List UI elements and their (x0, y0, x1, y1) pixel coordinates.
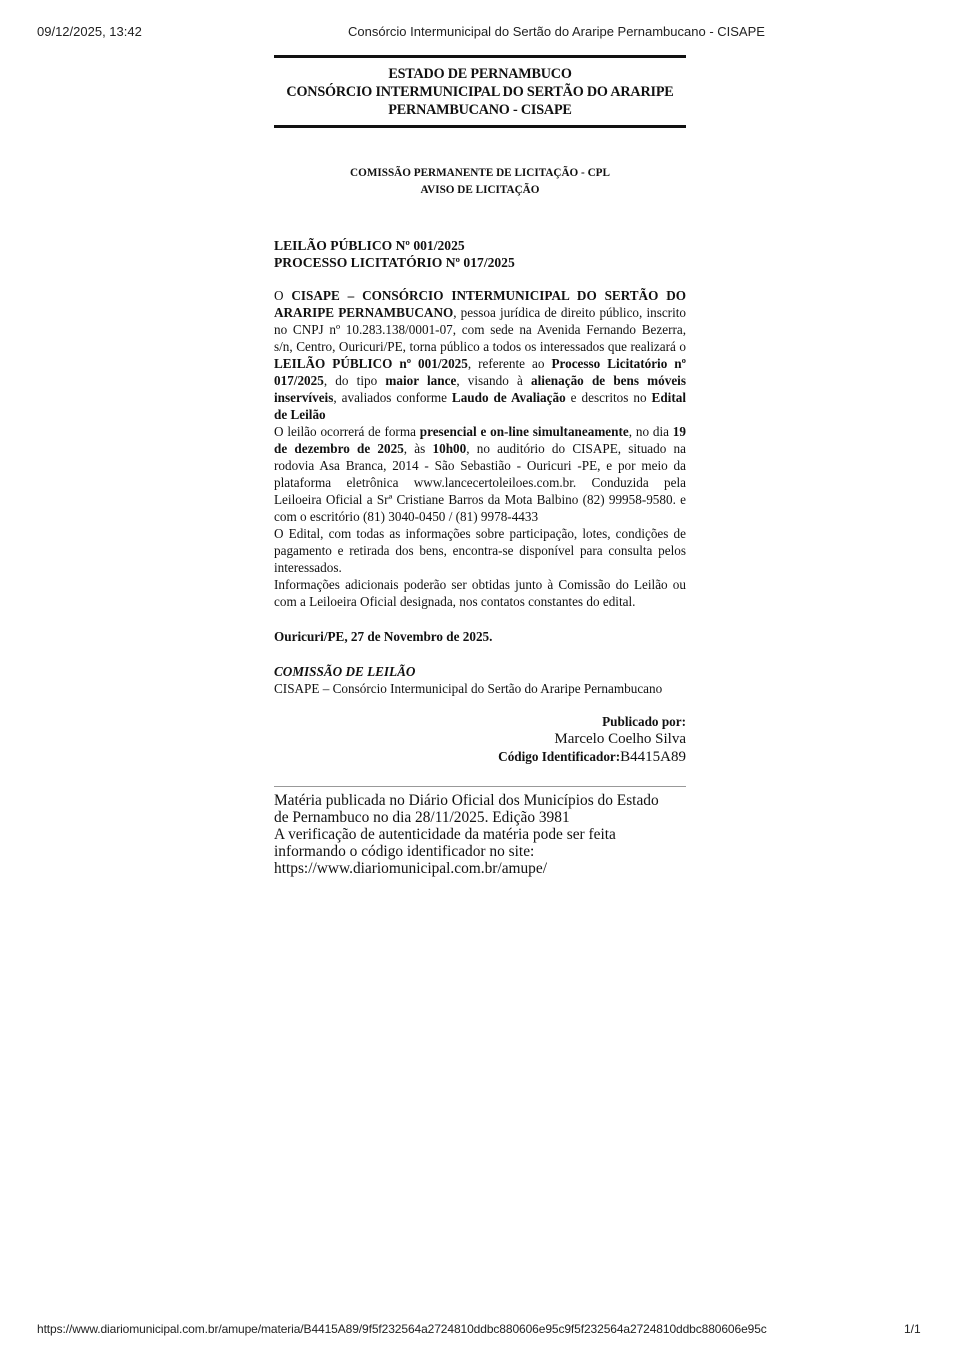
masthead-bottom-rule (274, 125, 686, 128)
masthead-consortium: CONSÓRCIO INTERMUNICIPAL DO SERTÃO DO ARARIPE (286, 84, 674, 100)
signature-block (274, 663, 686, 697)
notice-titles (274, 237, 686, 271)
auction-number: LEILÃO PÚBLICO Nº 001/2025 (274, 238, 465, 253)
published-by-block (274, 713, 686, 766)
print-url: https://www.diariomunicipal.com.br/amupe/materia/B4415A89/9f5f232564a2724810ddbc880606e95c9f5f232564a2724810ddbc880606e95c (37, 1322, 767, 1336)
commission-name: COMISSÃO PERMANENTE DE LICITAÇÃO - CPL (350, 167, 610, 179)
committee-name: COMISSÃO DE LEILÃO (274, 664, 416, 679)
verification-line: Matéria publicada no Diário Oficial dos Municípios do Estado (274, 792, 659, 809)
print-datetime: 09/12/2025, 13:42 (37, 24, 142, 39)
commission-heading (274, 165, 686, 199)
committee-entity: CISAPE – Consórcio Intermunicipal do Sertão do Araripe Pernambucano (274, 681, 663, 696)
verification-note (274, 792, 686, 877)
masthead (274, 58, 686, 125)
city-date: Ouricuri/PE, 27 de Novembro de 2025. (274, 629, 493, 644)
verification-line: informando o código identificador no site: (274, 843, 535, 860)
process-number: PROCESSO LICITATÓRIO Nº 017/2025 (274, 255, 515, 270)
page-number: 1/1 (904, 1322, 921, 1336)
paragraph-auction-details: O leilão ocorrerá de forma presencial e on-line simultaneamente, no dia 19 de dezembro de 2025, às 10h00, no auditório do CISAPE, situado na rodovia Asa Branca, 2014 - São Sebastião - Ouricuri -PE, e por meio da plataforma eletrônica www.lancecertoleiloes.com.br. Conduzida pela Leiloeira Oficial a Srª Cristiane Barros da Mota Balbino (82) 99958-9580. e com o escritório (81) 3040-0450 / (81) 9978-4433 (274, 424, 686, 524)
verification-rule (274, 786, 686, 787)
paragraph-edital: O Edital, com todas as informações sobre participação, lotes, condições de pagamento e retirada dos bens, encontra-se disponível para consulta pelos interessados. (274, 526, 686, 575)
paragraph-additional-info: Informações adicionais poderão ser obtidas junto à Comissão do Leilão ou com a Leiloeira Oficial designada, nos contatos constantes do edital. (274, 577, 686, 609)
masthead-state: ESTADO DE PERNAMBUCO (388, 66, 572, 82)
print-page-title: Consórcio Intermunicipal do Sertão do Araripe Pernambucano - CISAPE (348, 24, 765, 39)
notice-body (274, 287, 686, 610)
document-page (274, 55, 686, 877)
code-label: Código Identificador: (498, 749, 621, 764)
verification-line: de Pernambuco no dia 28/11/2025. Edição 3981 (274, 809, 570, 826)
print-footer (0, 1322, 960, 1340)
identifier-code: B4415A89 (620, 749, 686, 765)
paragraph-intro: O CISAPE – CONSÓRCIO INTERMUNICIPAL DO SERTÃO DO ARARIPE PERNAMBUCANO, pessoa jurídica de direito público, inscrito no CNPJ nº 10.283.138/0001-07, com sede na Avenida Fernando Bezerra, s/n, Centro, Ouricuri/PE, torna público a todos os interessados que realizará o LEILÃO PÚBLICO nº 001/2025, referente ao Processo Licitatório nº 017/2025, do tipo maior lance, visando à alienação de bens móveis inservíveis, avaliados conforme Laudo de Avaliação e descritos no Edital de Leilão (274, 288, 686, 422)
verification-site-link[interactable]: https://www.diariomunicipal.com.br/amupe/ (274, 860, 547, 877)
print-header (0, 24, 960, 42)
masthead-consortium-cont: PERNAMBUCANO - CISAPE (388, 102, 572, 118)
notice-type: AVISO DE LICITAÇÃO (420, 184, 540, 196)
verification-line: A verificação de autenticidade da matéria pode ser feita (274, 826, 616, 843)
published-label: Publicado por: (602, 714, 686, 729)
publisher-name: Marcelo Coelho Silva (554, 731, 686, 747)
